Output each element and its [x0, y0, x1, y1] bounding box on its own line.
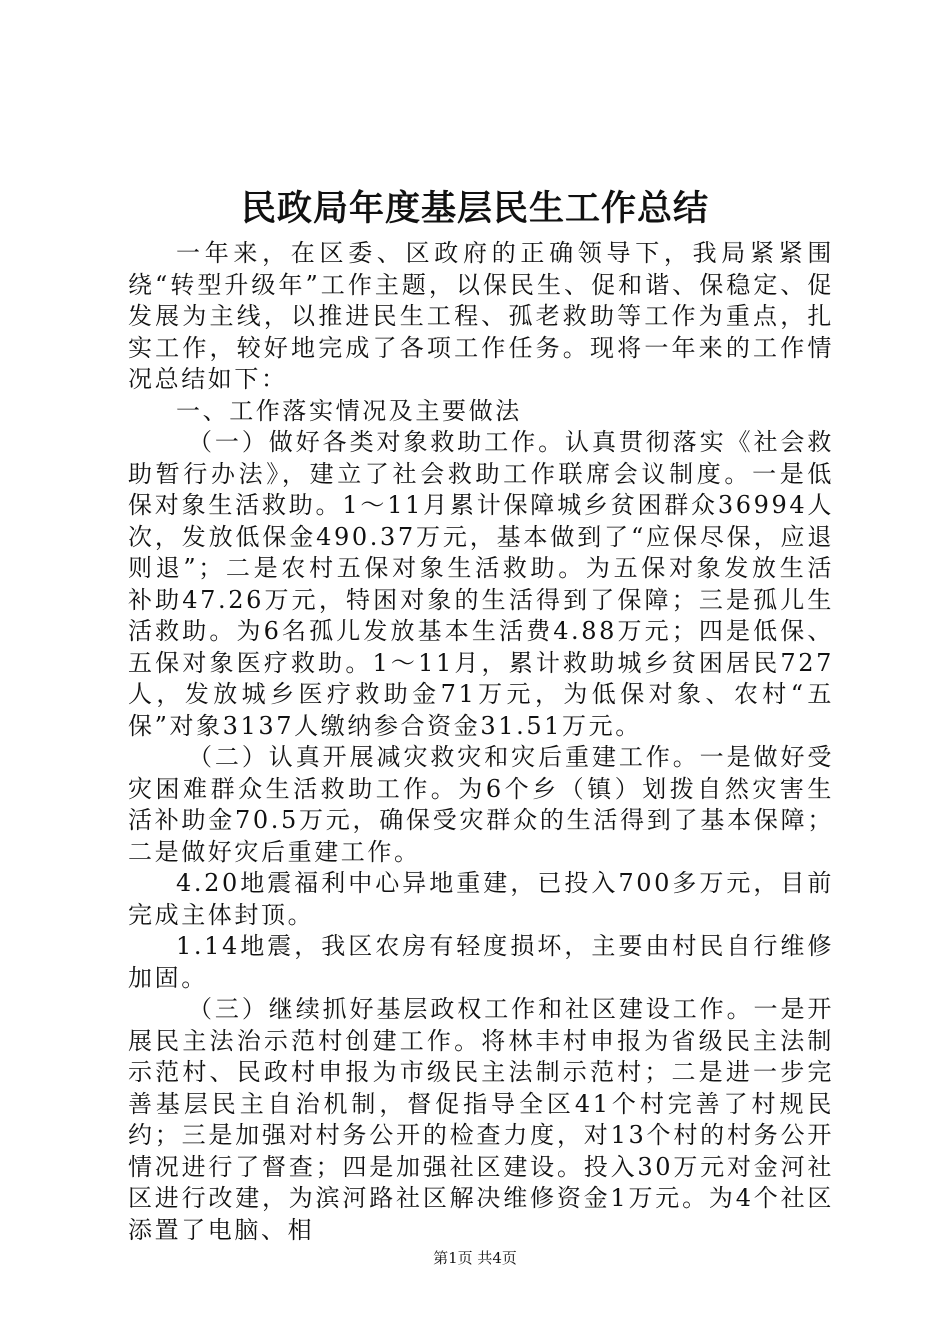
paragraph-earthquake-114: 1.14地震，我区农房有轻度损坏，主要由村民自行维修加固。 [128, 932, 834, 992]
paragraph-intro: 一年来，在区委、区政府的正确领导下，我局紧紧围绕“转型升级年”工作主题，以保民生、促和谐、保稳定、促发展为主线，以推进民生工程、孤老救助等工作为重点，扎实工作，较好地完成了各项工作任务。现将一年来的工作情况总结如下： [128, 239, 834, 393]
paragraph-earthquake-420: 4.20地震福利中心异地重建，已投入700多万元，目前完成主体封顶。 [128, 869, 834, 929]
document-title: 民政局年度基层民生工作总结 [240, 188, 709, 229]
page-number: 第1页 共4页 [433, 1249, 517, 1267]
section-heading: 一、工作落实情况及主要做法 [176, 396, 522, 425]
document-body [128, 238, 834, 1246]
paragraph-community: （三）继续抓好基层政权工作和社区建设工作。一是开展民主法治示范村创建工作。将林丰村申报为省级民主法制示范村、民政村申报为市级民主法制示范村；二是进一步完善基层民主自治机制，督促指导全区41个村完善了村规民约；三是加强对村务公开的检查力度，对13个村的村务公开情况进行了督查；四是加强社区建设。投入30万元对金河社区进行改建，为滨河路社区解决维修资金1万元。为4个社区添置了电脑、相 [128, 995, 834, 1244]
paragraph-disaster: （二）认真开展减灾救灾和灾后重建工作。一是做好受灾困难群众生活救助工作。为6个乡（镇）划拨自然灾害生活补助金70.5万元，确保受灾群众的生活得到了基本保障；二是做好灾后重建工作。 [128, 743, 834, 866]
paragraph-rescue: （一）做好各类对象救助工作。认真贯彻落实《社会救助暂行办法》，建立了社会救助工作联席会议制度。一是低保对象生活救助。1～11月累计保障城乡贫困群众36994人次，发放低保金490.37万元，基本做到了“应保尽保，应退则退”；二是农村五保对象生活救助。为五保对象发放生活补助47.26万元，特困对象的生活得到了保障；三是孤儿生活救助。为6名孤儿发放基本生活费4.88万元；四是低保、五保对象医疗救助。1～11月，累计救助城乡贫困居民727人，发放城乡医疗救助金71万元，为低保对象、农村“五保”对象3137人缴纳参合资金31.51万元。 [128, 428, 834, 740]
